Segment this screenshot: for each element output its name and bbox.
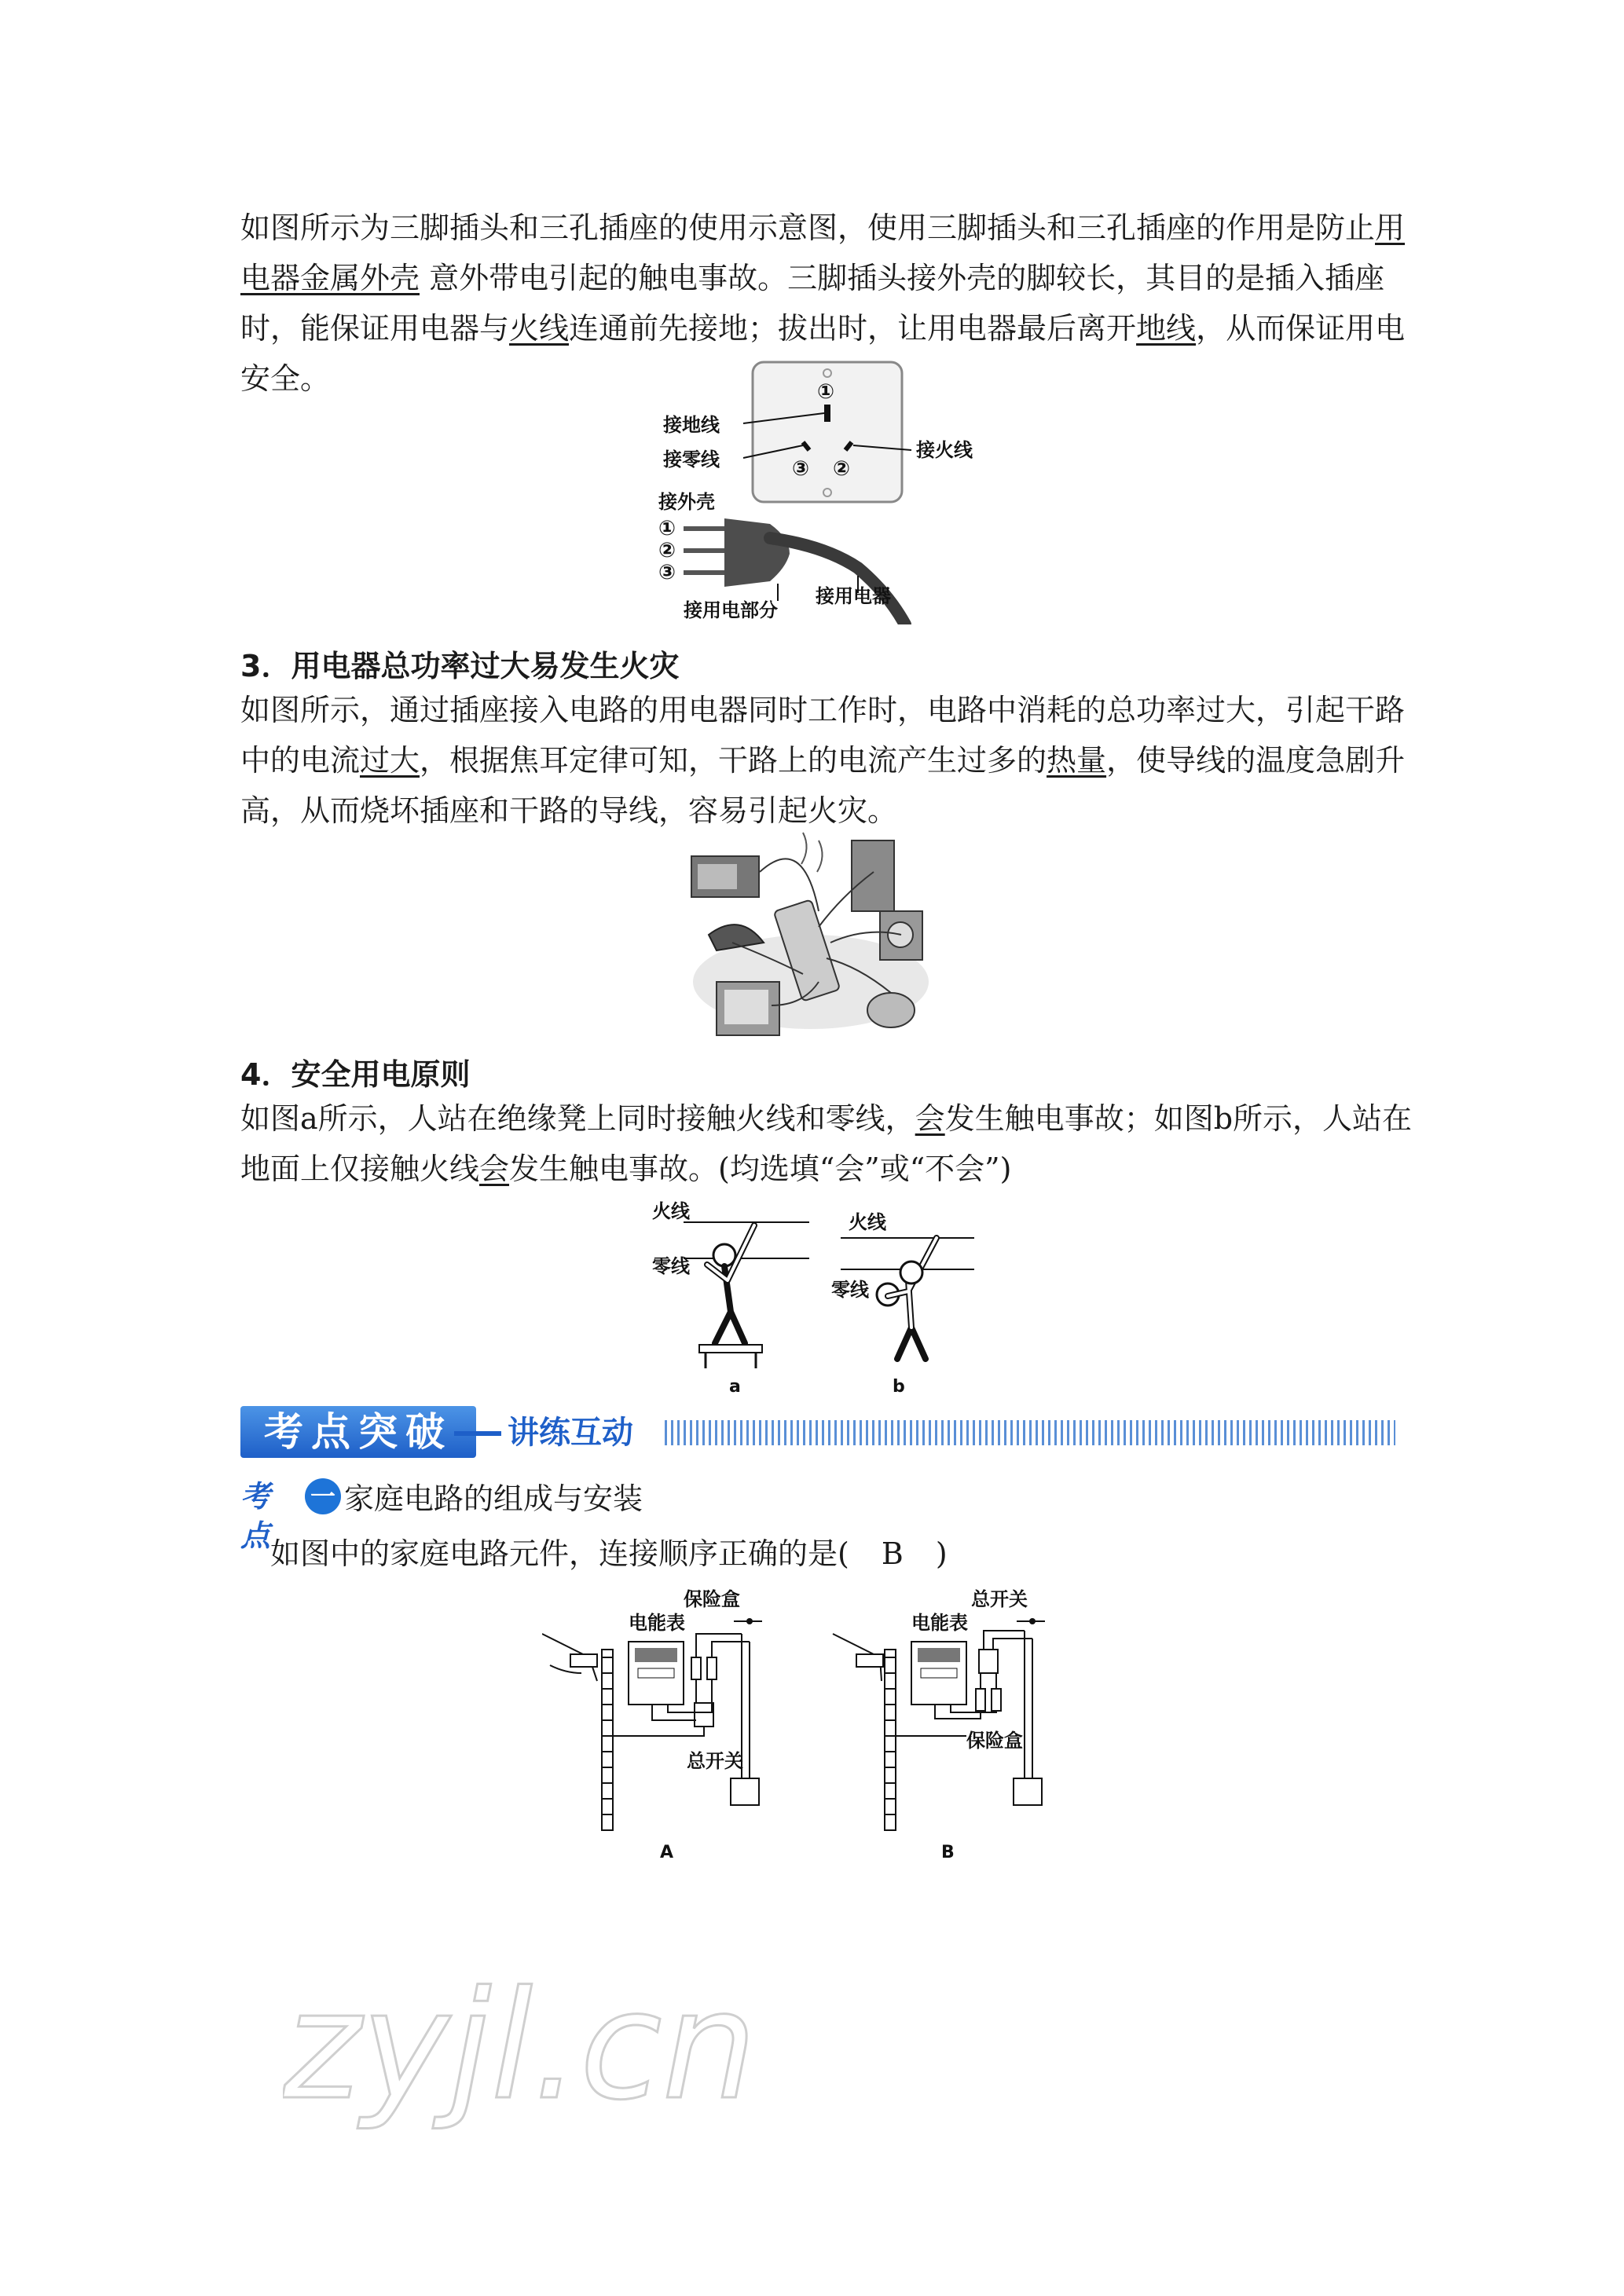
answer-live-wire: 火线 [509,311,570,346]
overload-illustration [685,825,937,1053]
plug-text-1: 如图所示为三脚插头和三孔插座的使用示意图，使用三脚插头和三孔插座的作用是防止 [240,211,1376,245]
banner-title: 考点突破 [240,1406,476,1458]
caption-a-circuit: A [660,1843,674,1862]
kaodian-label: 考点 [240,1479,271,1553]
label-live-a: 火线 [652,1200,690,1222]
label-neutral-wire: 接零线 [663,449,720,471]
socket-number-3: ③ [792,457,810,481]
banner-subtitle: 讲练互动 [508,1415,633,1451]
plug-text-4: ，从而保证用电安全。 [240,311,1406,396]
label-switch-a: 总开关 [687,1750,743,1772]
socket-plug-figure [652,357,982,624]
overload-text-1: 如图所示，通过插座接入电路的用电器同时工作时，电路中消耗的总功率过大，引起干路中的电流 [240,693,1406,778]
paragraph-overload [240,685,1419,836]
plug-number-2: ② [658,539,676,562]
overload-text-3: ，使导线的温度急剧升高，从而烧坏插座和干路的导线，容易引起火灾。 [240,743,1406,828]
safety-text-3: 发生触电事故。(均选填“会”或“不会”) [509,1152,1012,1186]
label-appliance: 接用电器 [816,585,891,607]
paragraph-safety [240,1093,1419,1194]
heading-overload: 3．用电器总功率过大易发生火灾 [240,649,680,683]
overload-text-2: ，根据焦耳定律可知，干路上的电流产生过多的 [420,743,1047,778]
label-appliance-part: 接用电部分 [684,599,778,621]
safety-text-1: 如图a所示，人站在绝缘凳上同时接触火线和零线， [240,1101,915,1136]
circuit-figure [542,1587,1108,1877]
label-shell: 接外壳 [658,491,715,513]
watermark-text: zyjl.cn [283,1964,754,2133]
label-neutral-b: 零线 [831,1279,869,1301]
question-close: ) [935,1536,948,1571]
label-meter-b: 电能表 [911,1612,968,1634]
question-text: 如图中的家庭电路元件，连接顺序正确的是( [270,1536,849,1571]
answer-will-b: 会 [479,1152,510,1186]
label-switch-b: 总开关 [971,1588,1028,1610]
answer-ground-wire: 地线 [1136,311,1197,346]
heading-safety-principle: 4．安全用电原则 [240,1057,471,1092]
answer-will-a: 会 [915,1101,945,1136]
plug-number-3: ③ [658,561,676,584]
label-fuse-b: 保险盒 [966,1730,1023,1752]
label-fuse-a: 保险盒 [684,1588,740,1610]
electric-shock-figure [652,1194,990,1398]
answer-metal-shell: 用电器金属外壳 [240,211,1406,295]
answer-too-large: 过大 [360,743,420,778]
section-banner [240,1406,1395,1461]
kaodian-title: 家庭电路的组成与安装 [344,1481,643,1516]
question-answer: B [881,1536,904,1571]
plug-text-3: 连通前先接地；拔出时，让用电器最后离开 [569,311,1137,346]
label-neutral-a: 零线 [652,1255,690,1277]
answer-heat: 热量 [1047,743,1107,778]
watermark [283,1964,754,2140]
label-live-wire: 接火线 [916,439,973,461]
plug-number-1: ① [658,517,676,540]
safety-text-2: 发生触电事故；如图b所示，人站在地面上仅接触火线 [240,1101,1413,1186]
circuit-diagram-a [542,1588,762,1862]
banner-dash [454,1431,501,1436]
caption-b-circuit: B [941,1843,955,1862]
question-line [270,1532,948,1576]
caption-b: b [893,1377,905,1397]
socket-number-1: ① [817,380,835,404]
socket-number-2: ② [833,457,851,481]
kaodian-number: 一 [305,1478,341,1514]
label-ground-wire: 接地线 [663,414,720,436]
circuit-diagram-b [833,1588,1045,1862]
label-meter-a: 电能表 [629,1612,685,1634]
banner-stripe [665,1420,1395,1445]
label-live-b: 火线 [849,1211,886,1233]
plug-text-2: 意外带电引起的触电事故。三脚插头接外壳的脚较长，其目的是插入插座时，能保证用电器与 [240,261,1385,346]
caption-a: a [729,1377,741,1397]
